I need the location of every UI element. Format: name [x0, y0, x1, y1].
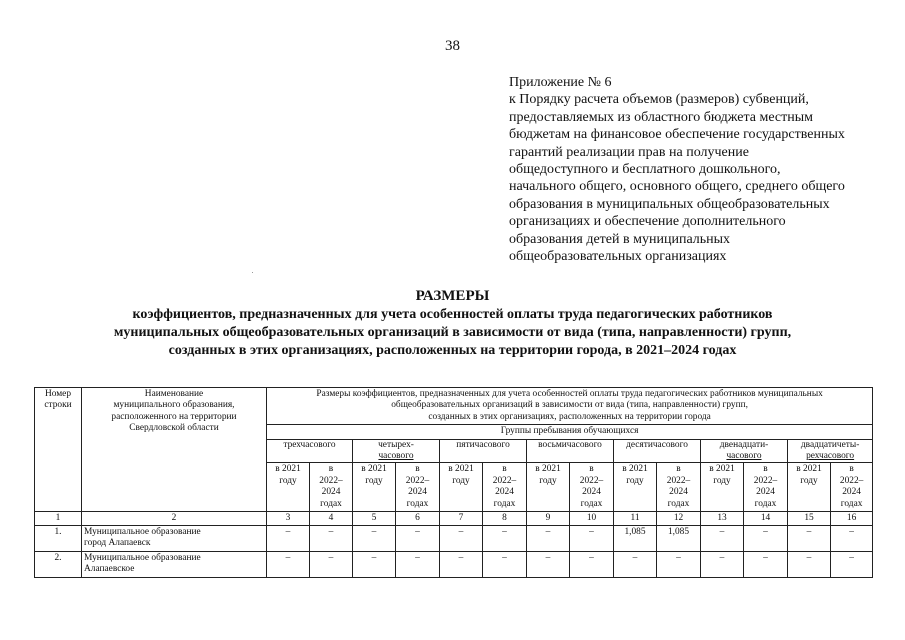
header-text: общеобразовательных организаций в зависимости от вида (типа, направленности) групп, — [391, 400, 748, 411]
header-text: муниципального образования, — [113, 400, 235, 411]
header-groups-title: Группы пребывания обучающихся — [267, 425, 873, 439]
appendix-line: общедоступного и бесплатного дошкольного, — [509, 162, 781, 178]
header-text: созданных в этих организациях, расположенных на территории города — [428, 411, 711, 422]
coefficients-table — [34, 387, 873, 578]
group-label: пятичасового — [456, 439, 510, 450]
year-text: годах — [320, 498, 342, 509]
heading-line: муниципальных общеобразовательных организаций в зависимости от вида (типа, направленности) групп, — [113, 325, 792, 340]
table-cell: – — [353, 551, 396, 577]
column-number: 8 — [483, 512, 527, 526]
column-number: 1 — [35, 512, 82, 526]
header-text: расположенного на территории — [111, 411, 237, 422]
table-cell: – — [396, 526, 440, 552]
year-text: годах — [840, 498, 863, 509]
year-text: в 2021 — [535, 464, 561, 475]
year-text: 2024 — [408, 487, 427, 498]
table-cell: – — [701, 526, 744, 552]
year-2021-header — [527, 463, 570, 512]
column-number: 15 — [788, 512, 831, 526]
appendix-line: предоставляемых из областного бюджета местным — [509, 109, 813, 125]
year-2021-header — [614, 463, 657, 512]
year-text: годах — [493, 498, 516, 509]
header-municipality-name — [82, 388, 267, 512]
column-number: 13 — [701, 512, 744, 526]
year-text: 2024 — [669, 487, 688, 498]
appendix-line: образования в муниципальных общеобразовательных — [509, 196, 830, 212]
column-number: 10 — [570, 512, 614, 526]
row-number: 1. — [35, 526, 82, 552]
municipality-name — [82, 526, 267, 552]
year-2022-2024-header — [657, 463, 701, 512]
year-text: 2022– — [405, 475, 430, 486]
year-2022-2024-header — [483, 463, 527, 512]
table-cell: – — [788, 526, 831, 552]
appendix-line: к Порядку расчета объемов (размеров) субвенций, — [509, 92, 809, 108]
year-text: в 2021 — [448, 464, 474, 475]
table-row — [35, 551, 873, 577]
year-text: в — [676, 464, 681, 475]
year-text: 2022– — [753, 475, 778, 486]
year-text: 2024 — [842, 487, 861, 498]
year-text: в 2021 — [361, 464, 387, 475]
group-24-hour — [788, 439, 873, 463]
year-2022-2024-header — [310, 463, 353, 512]
table-cell: – — [788, 551, 831, 577]
year-2022-2024-header — [744, 463, 788, 512]
group-label: часового — [378, 451, 414, 462]
year-text: годах — [406, 498, 429, 509]
header-row-number — [35, 388, 82, 512]
year-text: в — [328, 464, 334, 475]
row-number: 2. — [35, 551, 82, 577]
year-text: году — [279, 475, 297, 486]
year-text: 2024 — [582, 487, 601, 498]
column-number: 11 — [614, 512, 657, 526]
year-text: году — [365, 475, 383, 486]
year-2021-header — [267, 463, 310, 512]
group-label: четырех- — [378, 439, 414, 450]
column-number: 14 — [744, 512, 788, 526]
column-number: 7 — [440, 512, 483, 526]
year-text: в 2021 — [796, 464, 822, 475]
document-heading — [0, 287, 905, 360]
table-cell: – — [657, 551, 701, 577]
group-3-hour — [267, 439, 353, 463]
year-2021-header — [788, 463, 831, 512]
table-cell: – — [744, 526, 788, 552]
year-text: 2022– — [839, 475, 864, 486]
table-cell: – — [701, 551, 744, 577]
column-number: 9 — [527, 512, 570, 526]
table-cell: – — [310, 551, 353, 577]
table-cell: – — [310, 526, 353, 552]
year-text: 2024 — [495, 487, 514, 498]
header-text: Размеры коэффициентов, предназначенных для учета особенностей оплаты труда педагогических работников муниципальных — [316, 389, 823, 399]
group-12-hour — [701, 439, 788, 463]
year-2021-header — [701, 463, 744, 512]
table-cell: – — [396, 551, 440, 577]
group-8-hour — [527, 439, 614, 463]
table-row — [35, 526, 873, 552]
column-number: 5 — [353, 512, 396, 526]
year-text: году — [452, 475, 470, 486]
column-number: 3 — [267, 512, 310, 526]
heading-title: РАЗМЕРЫ — [415, 288, 490, 304]
group-label: рехчасового — [806, 451, 855, 462]
year-text: году — [713, 475, 731, 486]
table-cell: – — [440, 526, 483, 552]
name-line: Муниципальное образование — [84, 527, 201, 538]
appendix-line: начального общего, основного общего, среднего общего — [509, 179, 845, 195]
year-2022-2024-header — [570, 463, 614, 512]
appendix-line: бюджетам на финансовое обеспечение государственных — [509, 127, 845, 143]
year-text: годах — [667, 498, 690, 509]
group-label: часового — [726, 451, 762, 462]
table-cell: – — [570, 551, 614, 577]
appendix-line: Приложение № 6 — [509, 75, 612, 90]
group-label: двадцатичеты- — [800, 439, 860, 450]
year-text: 2022– — [579, 475, 604, 486]
header-text: Наименование — [144, 389, 204, 399]
table-cell: – — [570, 526, 614, 552]
column-number: 12 — [657, 512, 701, 526]
table-cell: – — [527, 526, 570, 552]
group-4-hour — [353, 439, 440, 463]
appendix-block — [509, 74, 889, 265]
year-text: в — [589, 464, 594, 475]
column-number: 2 — [82, 512, 267, 526]
year-text: в 2021 — [275, 464, 301, 475]
year-text: 2022– — [666, 475, 691, 486]
table-cell: – — [831, 526, 873, 552]
appendix-line: общеобразовательных организациях — [509, 249, 727, 265]
table-cell: – — [527, 551, 570, 577]
table-cell: – — [353, 526, 396, 552]
municipality-name — [82, 551, 267, 577]
group-10-hour — [614, 439, 701, 463]
scan-speck — [252, 272, 253, 273]
page-number: 38 — [445, 38, 460, 54]
group-5-hour — [440, 439, 527, 463]
table-cell: – — [614, 551, 657, 577]
column-number: 6 — [396, 512, 440, 526]
group-label: восьмичасового — [538, 439, 602, 450]
table-cell: 1,085 — [657, 526, 701, 552]
year-text: в — [415, 464, 420, 475]
year-text: 2024 — [756, 487, 775, 498]
table-cell: – — [483, 526, 527, 552]
year-2021-header — [353, 463, 396, 512]
year-2022-2024-header — [396, 463, 440, 512]
table-cell: – — [483, 551, 527, 577]
name-line: город Алапаевск — [84, 538, 151, 549]
year-text: годах — [754, 498, 777, 509]
year-2022-2024-header — [831, 463, 873, 512]
year-text: году — [800, 475, 818, 486]
table-cell: – — [267, 526, 310, 552]
year-text: в 2021 — [709, 464, 735, 475]
table-cell: – — [267, 551, 310, 577]
name-line: Алапаевское — [84, 564, 135, 575]
year-text: в 2021 — [622, 464, 648, 475]
table-cell: – — [744, 551, 788, 577]
table-cell: 1,085 — [614, 526, 657, 552]
year-text: 2022– — [492, 475, 517, 486]
year-text: годах — [580, 498, 603, 509]
appendix-line: гарантий реализации прав на получение — [509, 144, 749, 160]
year-text: в — [849, 464, 854, 475]
column-number: 16 — [831, 512, 873, 526]
heading-line: созданных в этих организациях, расположенных на территории города, в 2021–2024 годах — [168, 343, 737, 358]
column-number-row — [35, 512, 873, 526]
column-number: 4 — [310, 512, 353, 526]
year-2021-header — [440, 463, 483, 512]
year-text: 2024 — [321, 487, 341, 498]
year-text: году — [539, 475, 557, 486]
year-text: году — [626, 475, 644, 486]
group-label: десятичасового — [626, 439, 688, 450]
header-text: Номер — [44, 389, 72, 399]
header-text: строки — [44, 400, 72, 411]
year-text: в — [502, 464, 507, 475]
group-label: трехчасового — [283, 439, 336, 450]
group-label: двенадцати- — [719, 439, 769, 450]
header-text: Свердловской области — [129, 423, 219, 434]
year-text: 2022– — [319, 475, 343, 486]
appendix-line: организациях и обеспечение дополнительного — [509, 214, 786, 230]
year-text: в — [763, 464, 768, 475]
table-cell: – — [831, 551, 873, 577]
table-cell: – — [440, 551, 483, 577]
appendix-line: образования детей в муниципальных — [509, 231, 731, 247]
heading-line: коэффициентов, предназначенных для учета особенностей оплаты труда педагогических работников — [132, 307, 773, 322]
name-line: Муниципальное образование — [84, 552, 201, 563]
header-coefficient-sizes — [267, 388, 873, 425]
